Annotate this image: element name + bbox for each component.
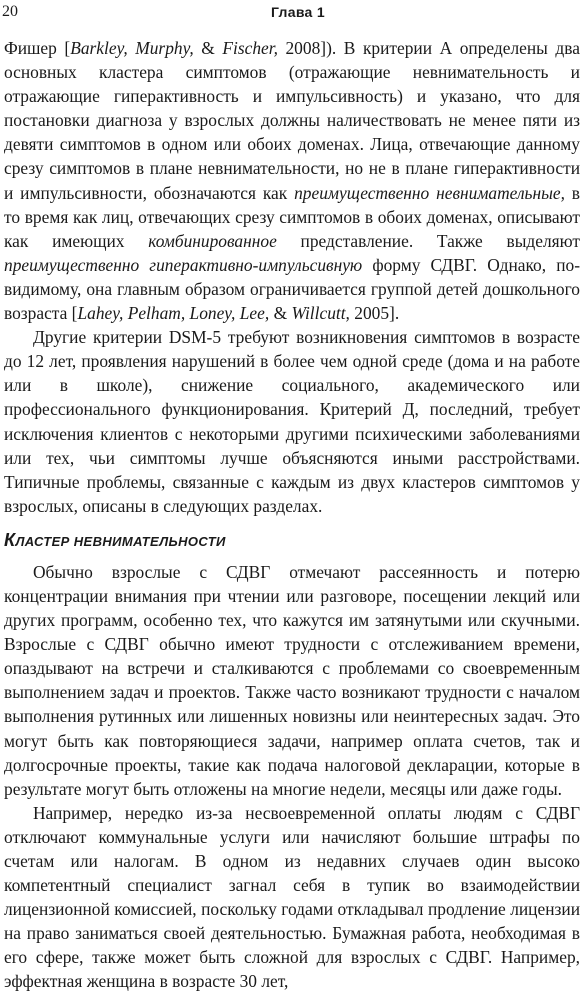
italic-text-run: Barkley, Murphy, — [70, 38, 194, 58]
text-run: 2005]. — [349, 303, 400, 324]
paragraph — [4, 801, 580, 994]
italic-text-run: преимущественно гиперактивно-импульсивную — [4, 254, 363, 275]
section-heading — [4, 530, 580, 552]
text-run: Другие критерии DSM-5 требуют возникновения симптомов в возрасте до 12 лет, проявления нарушений в более чем одной среде (дома и на работе или в школе), снижение социального, академического или профессионального функционирования. Критерий Д, последний, требует исключения клиентов с некоторыми другими психическими заболеваниями или тех, чьи симптомы лучше объясняются иными расстройствами. Типичные проблемы, связанные с каждым из двух кластеров симптомов у взрослых, описаны в следующих разделах. — [4, 327, 580, 516]
section-heading-text: ЛАСТЕР НЕВНИМАТЕЛЬНОСТИ — [15, 533, 226, 549]
text-run: & — [193, 38, 223, 58]
text-run: представление. Также выделяют — [276, 230, 580, 251]
section-heading-initial: К — [4, 529, 16, 550]
paragraph — [4, 325, 580, 518]
italic-text-run: Fischer, — [222, 38, 278, 58]
chapter-label: Глава 1 — [271, 4, 325, 20]
text-run: Например, нередко из-за несвоевременной оплаты людям с СДВГ отключают коммунальные услуги или начисляют большие штрафы по счетам или налогам. В одном из недавних случаев один высоко компетентный специалист загнал себя в тупик во взаимодействии лицензионной комиссией, поскольку годами откладывал продление лицензии на право заниматься своей деятельностью. Бумажная работа, необходимая в его сфере, также может быть сложной для взрослых с СДВГ. Например, эффектная женщина в возрасте 30 лет, — [4, 802, 580, 992]
running-head — [0, 2, 584, 22]
text-run: & — [269, 303, 292, 324]
text-run: форму СДВГ. Однако, по-видимому, она главным образом ограничивается группой детей дошкольного возраста [ — [4, 254, 580, 324]
italic-text-run: Lahey, Pelham, Loney, Lee, — [77, 303, 270, 324]
text-run: 2008]). В критерии А определены два основных кластера симптомов (отражающие невнимательность и отражающие гиперактивность и импульсивность) и указано, что для постановки диагноза у взрослых должны наличествовать не менее пяти из девяти симптомов в одном или обоих доменах. Лица, отвечающие данному срезу симптомов в плане невнимательности, но не в плане гиперактивности и импульсивности, обозначаются как — [4, 38, 580, 203]
paragraph — [4, 36, 580, 325]
italic-text-run: комбинированное — [148, 230, 277, 251]
italic-text-run: Willcutt, — [291, 303, 350, 324]
paragraph — [4, 560, 580, 801]
body-text — [4, 36, 580, 994]
italic-text-run: преимущественно невнимательные, — [294, 182, 565, 203]
text-run: Фишер [ — [4, 38, 71, 58]
page-number: 20 — [2, 3, 18, 20]
text-run: Обычно взрослые с СДВГ отмечают рассеянность и потерю концентрации внимания при чтении или разговоре, посещении лекций или других программ, особенно тех, что кажутся им затянутыми или скучными. Взрослые с СДВГ обычно имеют трудности с отслеживанием времени, опаздывают на встречи и сталкиваются с проблемами со своевременным выполнением задач и проектов. Также часто возникают трудности с началом выполнения рутинных или лишенных новизны или неинтересных задач. Это могут быть как повторяющиеся задачи, например оплата счетов, так и долгосрочные проекты, такие как подача налоговой декларации, которые в результате могут быть отложены на многие недели, месяцы или даже годы. — [4, 561, 580, 799]
text-run: в то время как лиц, отвечающих срезу симптомов в обоих доменах, описывают как имеющих — [4, 182, 581, 251]
